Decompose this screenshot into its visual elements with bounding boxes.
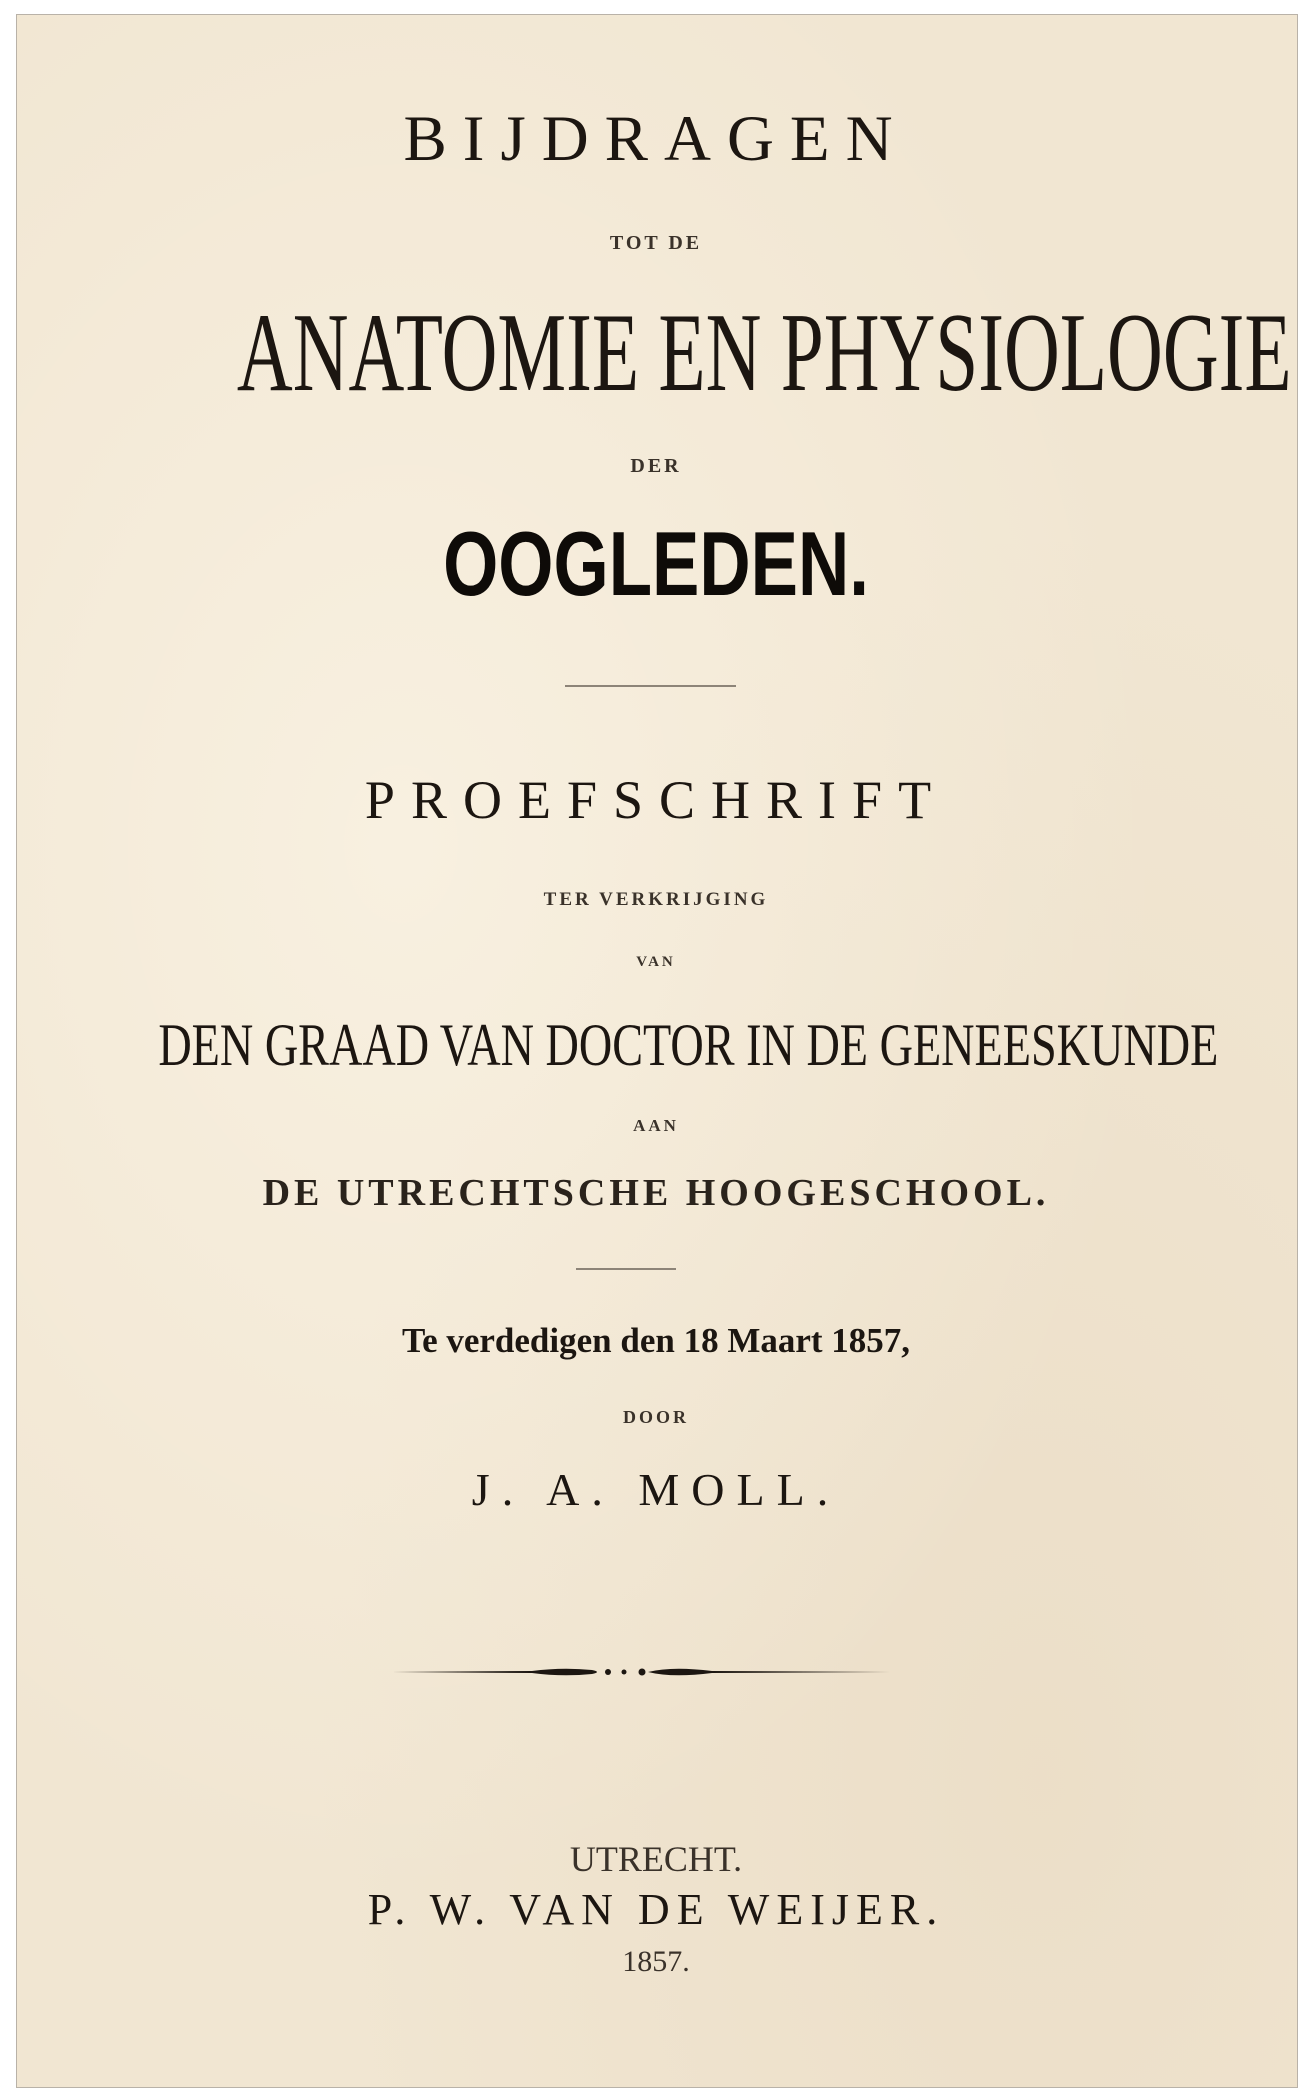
year-text: 1857. xyxy=(622,1945,690,1978)
city-line xyxy=(0,1841,1312,1877)
publisher-line xyxy=(0,1885,1312,1934)
divider-rule xyxy=(576,1268,676,1270)
divider-rule xyxy=(565,685,736,687)
title-line-main xyxy=(0,291,1312,415)
year-line xyxy=(0,1947,1312,1977)
title-line-oogleden xyxy=(0,514,1312,615)
connector-text: TER VERKRIJGING xyxy=(543,889,769,910)
title-word: BIJDRAGEN xyxy=(403,103,909,175)
degree-line xyxy=(0,1012,1312,1078)
defense-text: Te verdedigen den 18 Maart 1857, xyxy=(401,1321,911,1360)
by-line xyxy=(0,1408,1312,1426)
city-text: UTRECHT. xyxy=(569,1839,743,1879)
connector-text: TOT DE xyxy=(609,232,703,254)
thesis-label xyxy=(0,770,1312,830)
purpose-line-1 xyxy=(0,890,1312,909)
institution-line xyxy=(0,1174,1312,1212)
degree-text: DEN GRAAD VAN DOCTOR IN DE GENEESKUNDE xyxy=(158,1012,1219,1078)
thesis-label-text: PROEFSCHRIFT xyxy=(364,770,948,830)
subject-title: OOGLEDEN. xyxy=(443,514,869,615)
main-title: ANATOMIE EN PHYSIOLOGIE xyxy=(236,291,1292,415)
institution-text: DE UTRECHTSCHE HOOGESCHOOL. xyxy=(262,1172,1050,1214)
purpose-line-2 xyxy=(0,955,1312,970)
title-line-tot-de xyxy=(0,233,1312,253)
title-line-bijdragen xyxy=(0,103,1312,175)
connector-text: DER xyxy=(630,455,682,477)
author-line xyxy=(0,1464,1312,1515)
publisher-text: P. W. VAN DE WEIJER. xyxy=(367,1885,945,1934)
author-name: J. A. MOLL. xyxy=(471,1464,841,1515)
connector-text: VAN xyxy=(636,954,676,970)
ornament-divider-icon xyxy=(392,1660,892,1684)
defense-line xyxy=(0,1323,1312,1358)
connector-text: AAN xyxy=(633,1116,679,1135)
title-line-der xyxy=(0,456,1312,476)
purpose-line-3 xyxy=(0,1117,1312,1134)
connector-text: DOOR xyxy=(623,1407,689,1427)
